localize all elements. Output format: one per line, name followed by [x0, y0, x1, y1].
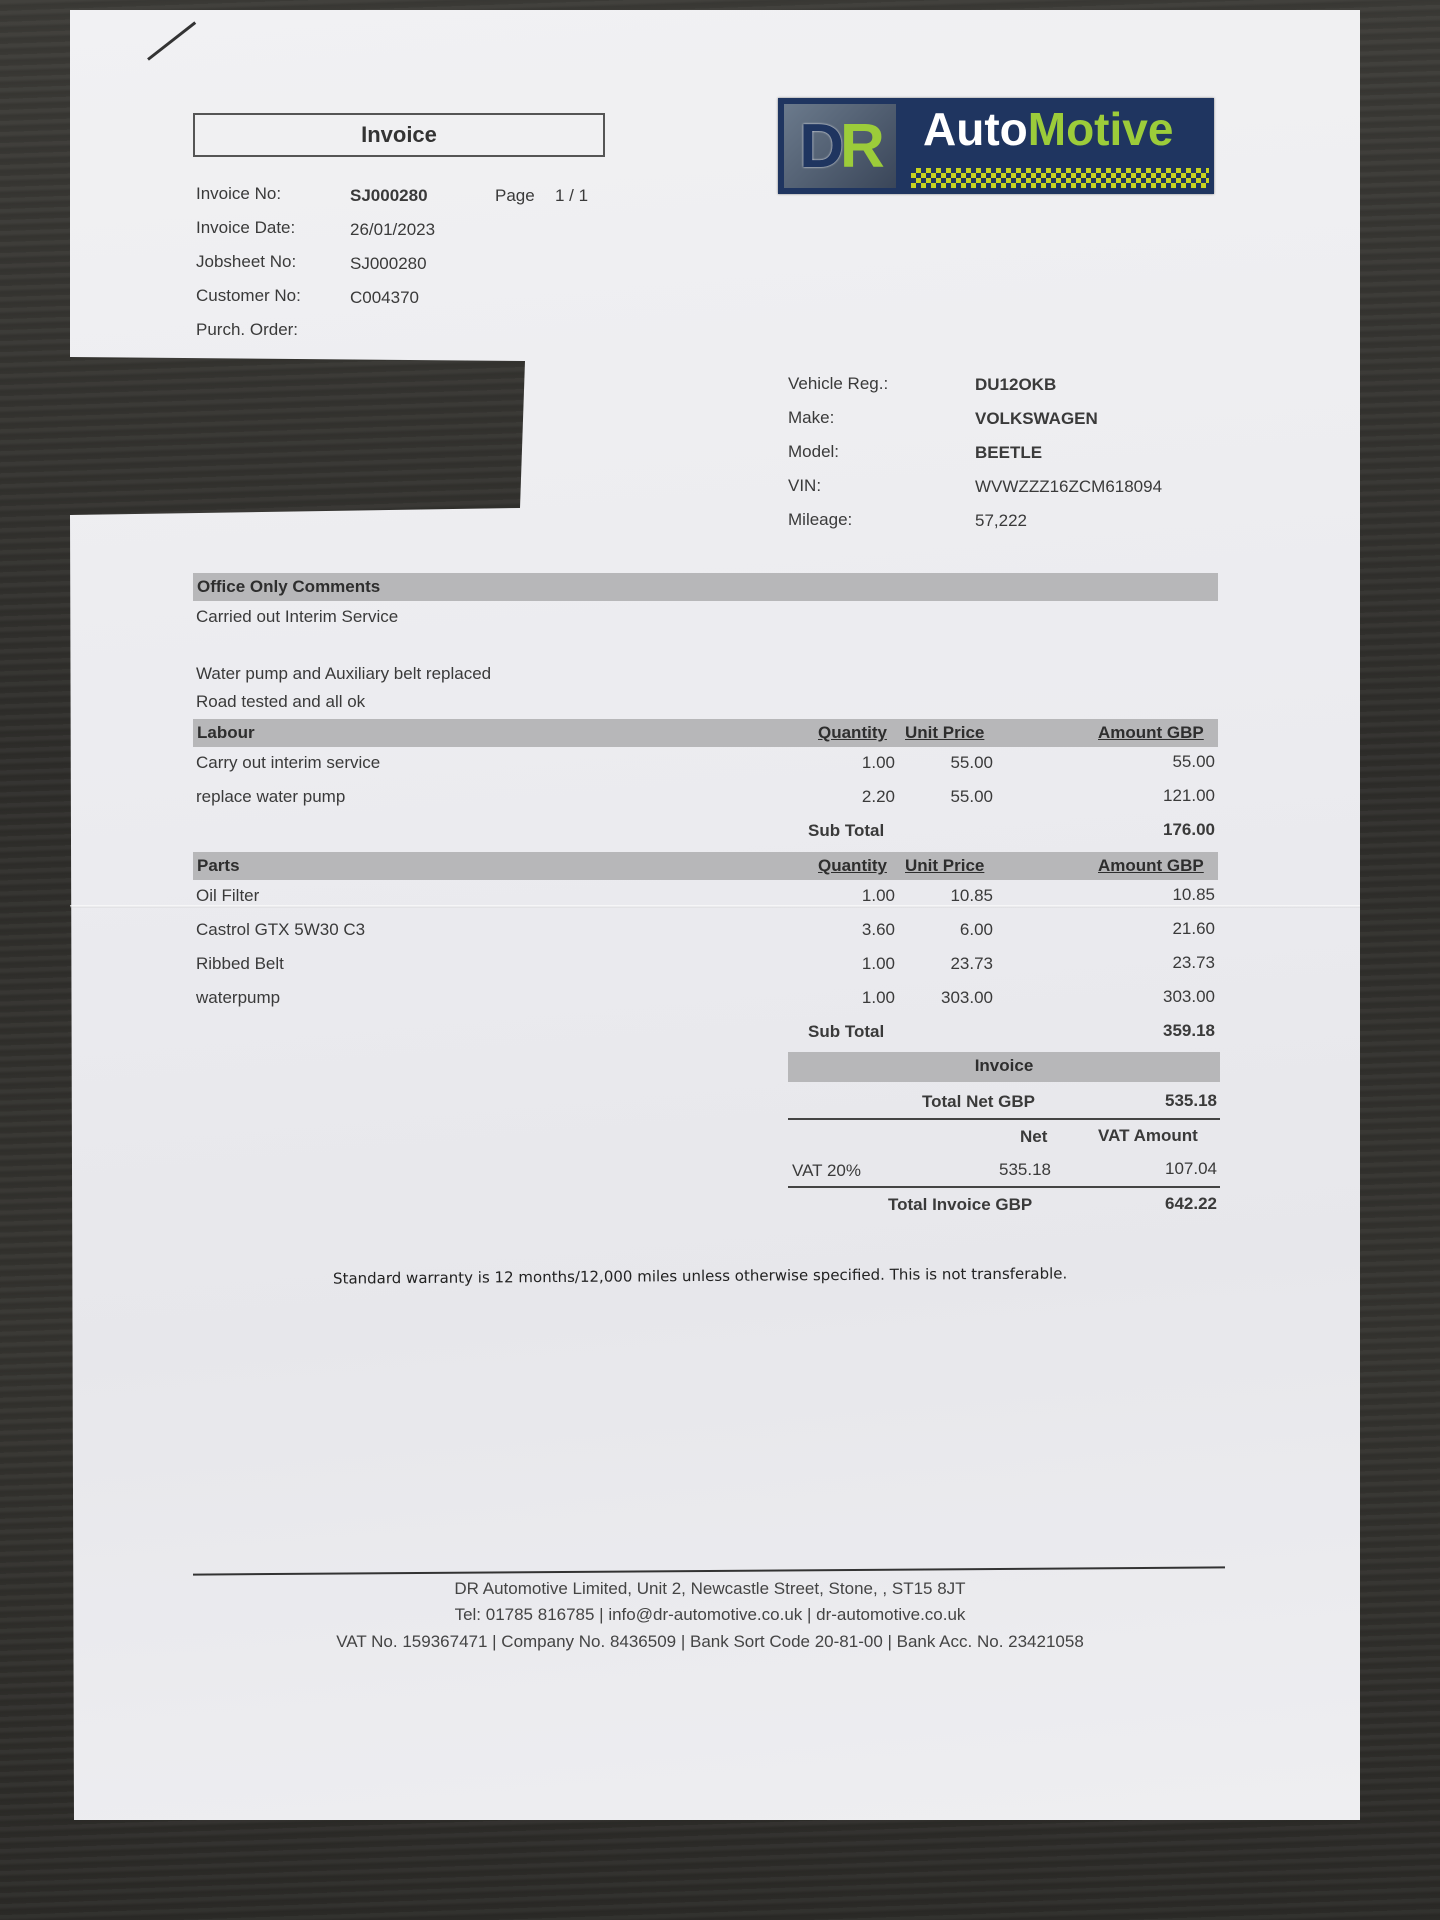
- labour-desc: Carry out interim service: [196, 753, 381, 772]
- labour-subtotal-label: Sub Total: [808, 821, 885, 840]
- part-qty: 1.00: [861, 886, 895, 905]
- labour-qty: 2.20: [861, 787, 895, 806]
- totals-header: [788, 1052, 1220, 1082]
- model-label: Model:: [788, 442, 840, 461]
- labour-col-amount: Amount GBP: [1098, 723, 1204, 742]
- part-desc: waterpump: [196, 988, 281, 1007]
- totals-divider: [788, 1186, 1220, 1188]
- part-desc: Ribbed Belt: [196, 954, 284, 973]
- comment-line: Water pump and Auxiliary belt replaced: [196, 664, 492, 683]
- labour-subtotal: 176.00: [1163, 820, 1215, 839]
- part-qty: 3.60: [861, 920, 895, 939]
- paper-fold: [70, 905, 1360, 908]
- labour-qty: 1.00: [861, 753, 895, 772]
- part-price: 10.85: [950, 886, 993, 905]
- parts-col-unit-price: Unit Price: [905, 856, 985, 875]
- logo-auto: Auto: [923, 103, 1028, 155]
- part-desc: Oil Filter: [196, 886, 260, 905]
- footer-company-info: VAT No. 159367471 | Company No. 8436509 | Bank Sort Code 20-81-00 | Bank Acc. No. 23421058: [336, 1632, 1084, 1651]
- parts-subtotal-label: Sub Total: [808, 1022, 885, 1041]
- comments-header: [193, 573, 1218, 601]
- vat-rate-label: VAT 20%: [792, 1161, 861, 1180]
- part-amount: 303.00: [1163, 987, 1215, 1006]
- total-invoice: 642.22: [1165, 1194, 1217, 1213]
- comment-line: Road tested and all ok: [196, 692, 366, 711]
- labour-col-quantity: Quantity: [818, 723, 887, 742]
- invoice-sheet: [70, 10, 1360, 1820]
- logo-wordmark: [923, 102, 1173, 156]
- vin: WVWZZZ16ZCM618094: [975, 477, 1163, 496]
- page-value: 1 / 1: [555, 186, 589, 205]
- labour-col-unit-price: Unit Price: [905, 723, 985, 742]
- invoice-title: [193, 113, 605, 157]
- labour-header: [193, 719, 1218, 747]
- invoice-date-label: Invoice Date:: [196, 218, 296, 237]
- vehicle-reg: DU12OKB: [975, 375, 1057, 394]
- parts-subtotal: 359.18: [1163, 1021, 1215, 1040]
- logo-r: R: [840, 111, 881, 181]
- labour-heading: Labour: [197, 723, 255, 742]
- parts-heading: Parts: [197, 856, 240, 875]
- vat-amount: 107.04: [1165, 1159, 1217, 1178]
- warranty-note: Standard warranty is 12 months/12,000 miles unless otherwise specified. This is not transferable.: [332, 1264, 1068, 1288]
- dr-automotive-logo: [778, 98, 1214, 194]
- vin-label: VIN:: [788, 476, 822, 495]
- net-col-label: Net: [1020, 1127, 1048, 1146]
- customer-no: C004370: [350, 288, 420, 307]
- comment-line: Carried out Interim Service: [196, 607, 399, 626]
- customer-label: Customer No:: [196, 286, 301, 305]
- jobsheet-label: Jobsheet No:: [196, 252, 297, 271]
- invoice-no: SJ000280: [350, 186, 428, 205]
- mileage: 57,222: [975, 511, 1027, 530]
- invoice-date: 26/01/2023: [350, 220, 436, 239]
- part-amount: 10.85: [1172, 885, 1215, 904]
- total-invoice-label: Total Invoice GBP: [888, 1195, 1033, 1214]
- labour-amount: 55.00: [1172, 752, 1215, 771]
- parts-header: [193, 852, 1218, 880]
- mileage-label: Mileage:: [788, 510, 853, 529]
- jobsheet-no: SJ000280: [350, 254, 427, 273]
- vat-net: 535.18: [999, 1160, 1051, 1179]
- part-price: 23.73: [950, 954, 993, 973]
- footer-contact: Tel: 01785 816785 | info@dr-automotive.co.uk | dr-automotive.co.uk: [454, 1605, 966, 1624]
- logo-motive: Motive: [1027, 103, 1174, 155]
- page-label: Page: [495, 186, 535, 205]
- parts-col-quantity: Quantity: [818, 856, 887, 875]
- part-qty: 1.00: [861, 954, 895, 973]
- part-amount: 23.73: [1172, 953, 1215, 972]
- invoice-title-text: Invoice: [361, 122, 437, 147]
- footer-address: DR Automotive Limited, Unit 2, Newcastle Street, Stone, , ST15 8JT: [454, 1579, 966, 1598]
- labour-price: 55.00: [950, 787, 993, 806]
- vehicle-reg-label: Vehicle Reg.:: [788, 374, 889, 393]
- labour-amount: 121.00: [1163, 786, 1215, 805]
- purch-order-label: Purch. Order:: [196, 320, 299, 339]
- part-price: 6.00: [959, 920, 993, 939]
- make-label: Make:: [788, 408, 835, 427]
- totals-heading: Invoice: [974, 1056, 1034, 1075]
- checkered-stripe: [911, 168, 1209, 188]
- dr-logo-mark: [784, 104, 896, 188]
- model: BEETLE: [975, 443, 1043, 462]
- comments-heading: Office Only Comments: [197, 577, 381, 596]
- totals-divider: [788, 1118, 1220, 1120]
- part-price: 303.00: [941, 988, 993, 1007]
- logo-d: D: [799, 111, 840, 181]
- part-qty: 1.00: [861, 988, 895, 1007]
- invoice-no-label: Invoice No:: [196, 184, 282, 203]
- total-net: 535.18: [1165, 1091, 1217, 1110]
- total-net-label: Total Net GBP: [922, 1092, 1036, 1111]
- parts-col-amount: Amount GBP: [1098, 856, 1204, 875]
- make: VOLKSWAGEN: [975, 409, 1098, 428]
- vat-amount-col-label: VAT Amount: [1098, 1126, 1198, 1145]
- labour-desc: replace water pump: [196, 787, 346, 806]
- part-desc: Castrol GTX 5W30 C3: [196, 920, 366, 939]
- part-amount: 21.60: [1172, 919, 1215, 938]
- labour-price: 55.00: [950, 753, 993, 772]
